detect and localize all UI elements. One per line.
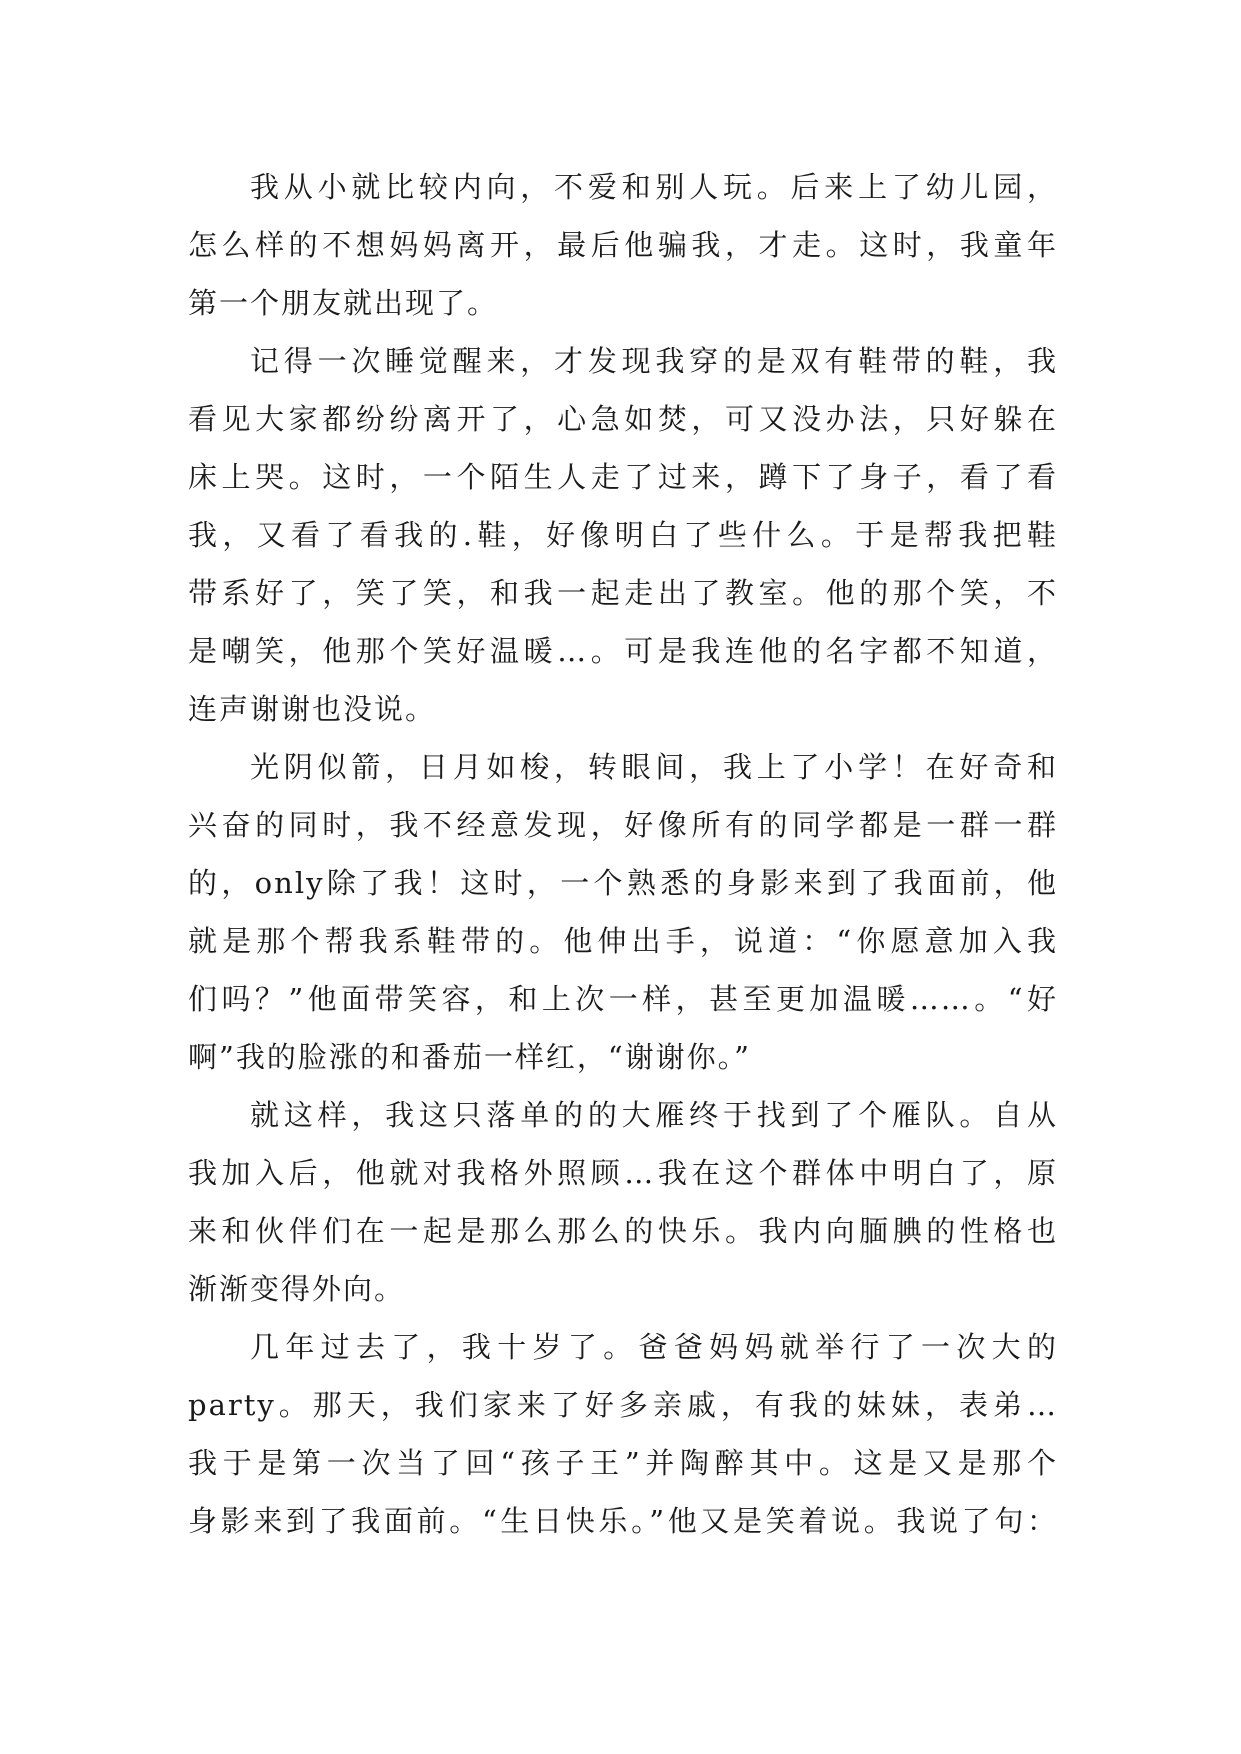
paragraph-3-line-5: 们吗？”他面带笑容，和上次一样，甚至更加温暖……。“好: [188, 982, 1058, 1016]
paragraph-3-line-2: 兴奋的同时，我不经意发现，好像所有的同学都是一群一群: [188, 808, 1058, 842]
paragraph-5-line-2: party。那天，我们家来了好多亲戚，有我的妹妹，表弟…: [188, 1388, 1058, 1422]
paragraph-1-line-1: 我从小就比较内向，不爱和别人玩。后来上了幼儿园，: [250, 170, 1058, 204]
paragraph-3-line-6: 啊”我的脸涨的和番茄一样红，“谢谢你。”: [188, 1040, 751, 1074]
paragraph-2-line-3: 床上哭。这时，一个陌生人走了过来，蹲下了身子，看了看: [188, 460, 1058, 494]
paragraph-3-line-4: 就是那个帮我系鞋带的。他伸出手，说道：“你愿意加入我: [188, 924, 1058, 958]
paragraph-2-line-6: 是嘲笑，他那个笑好温暖…。可是我连他的名字都不知道，: [188, 634, 1058, 668]
paragraph-5-line-1: 几年过去了，我十岁了。爸爸妈妈就举行了一次大的: [250, 1330, 1058, 1364]
essay-body: [188, 158, 1058, 1550]
paragraph-1-line-3: 第一个朋友就出现了。: [188, 286, 499, 320]
paragraph-3-line-1: 光阴似箭，日月如梭，转眼间，我上了小学！在好奇和: [250, 750, 1058, 784]
paragraph-2-line-2: 看见大家都纷纷离开了，心急如焚，可又没办法，只好躲在: [188, 402, 1058, 436]
paragraph-2-line-7: 连声谢谢也没说。: [188, 692, 437, 726]
paragraph-5-line-4: 身影来到了我面前。“生日快乐。”他又是笑着说。我说了句：: [188, 1504, 1058, 1538]
paragraph-5-line-3: 我于是第一次当了回“孩子王”并陶醉其中。这是又是那个: [188, 1446, 1058, 1480]
paragraph-4-line-1: 就这样，我这只落单的的大雁终于找到了个雁队。自从: [250, 1098, 1058, 1132]
paragraph-2-line-4: 我，又看了看我的.鞋，好像明白了些什么。于是帮我把鞋: [188, 518, 1058, 552]
paragraph-4-line-2: 我加入后，他就对我格外照顾…我在这个群体中明白了，原: [188, 1156, 1058, 1190]
paragraph-2-line-5: 带系好了，笑了笑，和我一起走出了教室。他的那个笑，不: [188, 576, 1058, 610]
paragraph-3-line-3: 的，only除了我！这时，一个熟悉的身影来到了我面前，他: [188, 866, 1058, 900]
paragraph-1-line-2: 怎么样的不想妈妈离开，最后他骗我，才走。这时，我童年: [188, 228, 1058, 262]
paragraph-2-line-1: 记得一次睡觉醒来，才发现我穿的是双有鞋带的鞋，我: [250, 344, 1058, 378]
paragraph-4-line-3: 来和伙伴们在一起是那么那么的快乐。我内向腼腆的性格也: [188, 1214, 1058, 1248]
paragraph-4-line-4: 渐渐变得外向。: [188, 1272, 406, 1306]
